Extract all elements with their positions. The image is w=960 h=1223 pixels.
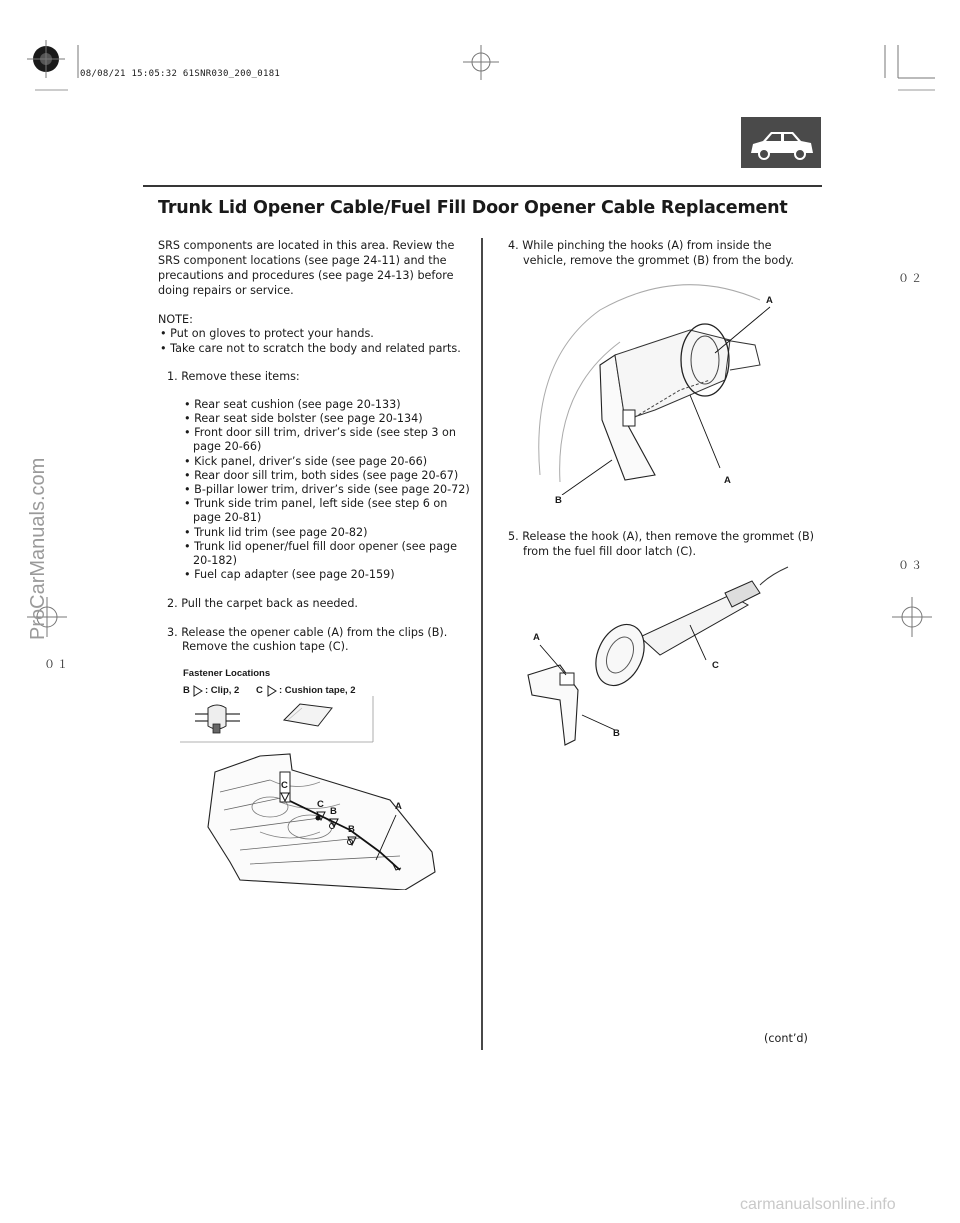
callout-b: B xyxy=(348,824,355,835)
intro-line: precautions and procedures (see page 24-13) before xyxy=(158,269,454,282)
step-3: 3. Release the opener cable (A) from the clips (B). xyxy=(167,626,448,639)
fastener-b-letter: B xyxy=(183,685,190,696)
fastener-c-text: : Cushion tape, 2 xyxy=(279,685,356,696)
step1-item: • Trunk lid trim (see page 20-82) xyxy=(184,526,368,539)
triangle-marker-icon xyxy=(347,836,357,846)
callout-b: B xyxy=(613,728,620,739)
grommet-figure xyxy=(530,270,790,495)
callout-b: B xyxy=(555,495,562,506)
step1-item: • Trunk lid opener/fuel fill door opener (see page xyxy=(184,540,457,553)
intro-line: SRS components are located in this area. Review the xyxy=(158,239,455,252)
step1-item: • B-pillar lower trim, driver’s side (see page 20-72) xyxy=(184,483,470,496)
step1-item: • Trunk side trim panel, left side (see step 6 on xyxy=(184,497,448,510)
footer-watermark: carmanualsonline.info xyxy=(740,1196,896,1213)
step-2: 2. Pull the carpet back as needed. xyxy=(167,597,358,610)
step1-item: • Front door sill trim, driver’s side (see step 3 on xyxy=(184,426,456,439)
step1-item: 20-182) xyxy=(193,554,237,567)
margin-mark: ０２ xyxy=(898,272,924,285)
callout-a: A xyxy=(533,632,540,643)
step1-item: • Rear door sill trim, both sides (see page 20-67) xyxy=(184,469,459,482)
intro-line: doing repairs or service. xyxy=(158,284,294,297)
car-section-icon xyxy=(741,117,821,168)
callout-a: A xyxy=(395,801,402,812)
registration-mark-icon xyxy=(27,40,65,78)
intro-line: SRS component locations (see page 24-11) and the xyxy=(158,254,447,267)
step1-item: page 20-66) xyxy=(193,440,262,453)
step-4: 4. While pinching the hooks (A) from inside the xyxy=(508,239,772,252)
margin-mark: ０３ xyxy=(898,559,924,572)
note-item: • Take care not to scratch the body and related parts. xyxy=(160,342,461,355)
fastener-detail-figure xyxy=(180,694,375,744)
step-3: Remove the cushion tape (C). xyxy=(182,640,349,653)
callout-a: A xyxy=(766,295,773,306)
floor-pan-figure xyxy=(200,752,440,890)
callout-c: C xyxy=(317,799,324,810)
step1-item: • Rear seat cushion (see page 20-133) xyxy=(184,398,401,411)
step-5: 5. Release the hook (A), then remove the grommet (B) xyxy=(508,530,815,543)
fastener-c-letter: C xyxy=(256,685,263,696)
page-title: Trunk Lid Opener Cable/Fuel Fill Door Opener Cable Replacement xyxy=(158,198,788,218)
callout-b: B xyxy=(330,806,337,817)
margin-mark: ０１ xyxy=(44,658,70,671)
step1-item: • Rear seat side bolster (see page 20-134) xyxy=(184,412,423,425)
crosshair-icon xyxy=(463,45,499,80)
step-4: vehicle, remove the grommet (B) from the body. xyxy=(523,254,794,267)
callout-c: C xyxy=(712,660,719,671)
print-timestamp: 08/08/21 15:05:32 61SNR030_200_0181 xyxy=(80,69,281,79)
note-heading: NOTE: xyxy=(158,313,193,326)
clip-icon xyxy=(195,705,240,733)
step1-item: • Kick panel, driver’s side (see page 20-66) xyxy=(184,455,428,468)
continued-label: (cont’d) xyxy=(764,1032,808,1045)
triangle-marker-icon xyxy=(316,811,326,821)
fastener-heading: Fastener Locations xyxy=(183,668,271,679)
side-watermark: ProCarManuals.com xyxy=(27,457,49,640)
step-1: 1. Remove these items: xyxy=(167,370,300,383)
fuel-door-latch-figure xyxy=(520,565,790,750)
step-5: from the fuel fill door latch (C). xyxy=(523,545,697,558)
triangle-marker-icon xyxy=(280,792,290,802)
note-item: • Put on gloves to protect your hands. xyxy=(160,327,374,340)
triangle-marker-icon xyxy=(329,818,339,828)
crosshair-icon xyxy=(892,597,932,637)
cushion-tape-icon xyxy=(284,704,332,726)
callout-a: A xyxy=(724,475,731,486)
callout-c: C xyxy=(281,780,288,791)
step1-item: • Fuel cap adapter (see page 20-159) xyxy=(184,568,395,581)
step1-item: page 20-81) xyxy=(193,511,262,524)
fastener-b-text: : Clip, 2 xyxy=(205,685,240,696)
